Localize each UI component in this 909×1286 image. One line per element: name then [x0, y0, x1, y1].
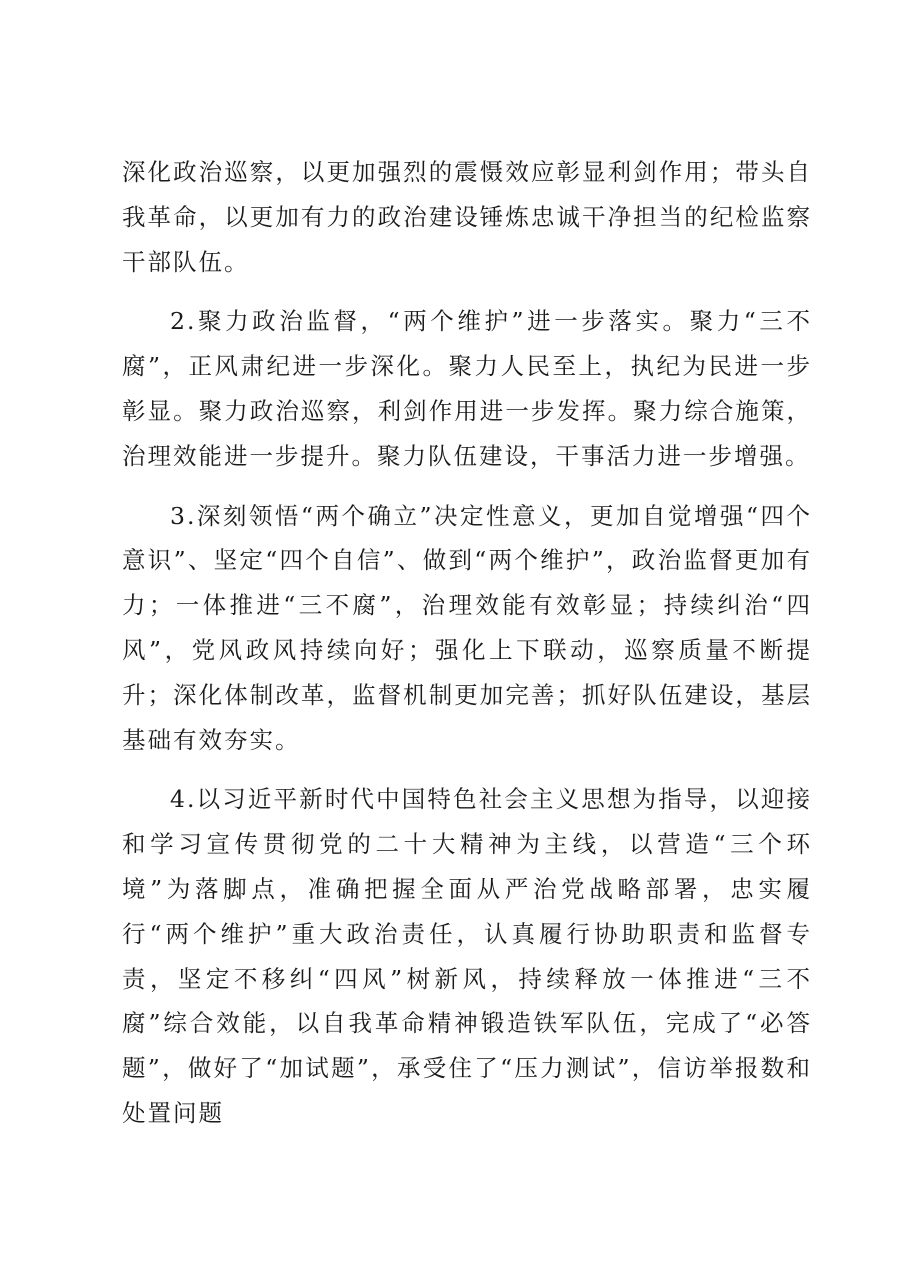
paragraph-item-3: 3.深刻领悟“两个确立”决定性意义，更加自觉增强“四个意识”、坚定“四个自信”、做到“两个维护”，政治监督更加有力；一体推进“三不腐”，治理效能有效彰显；持续纠治“四风”，党风政风持续向好；强化上下联动，巡察质量不断提升；深化体制改革，监督机制更加完善；抓好队伍建设，基层基础有效夯实。 [122, 501, 812, 754]
document-page [122, 150, 812, 1151]
paragraph-continuation: 深化政治巡察，以更加强烈的震慑效应彰显利剑作用；带头自我革命，以更加有力的政治建设锤炼忠诚干净担当的纪检监察干部队伍。 [122, 158, 812, 276]
paragraph-item-2: 2.聚力政治监督，“两个维护”进一步落实。聚力“三不腐”，正风肃纪进一步深化。聚力人民至上，执纪为民进一步彰显。聚力政治巡察，利剑作用进一步发挥。聚力综合施策，治理效能进一步提升。聚力队伍建设，干事活力进一步增强。 [122, 307, 812, 470]
paragraph-item-4: 4.以习近平新时代中国特色社会主义思想为指导，以迎接和学习宣传贯彻党的二十大精神为主线，以营造“三个环境”为落脚点，准确把握全面从严治党战略部署，忠实履行“两个维护”重大政治责任，认真履行协助职责和监督专责，坚定不移纠“四风”树新风，持续释放一体推进“三不腐”综合效能，以自我革命精神锻造铁军队伍，完成了“必答题”，做好了“加试题”，承受住了“压力测试”，信访举报数和处置问题 [122, 785, 812, 1127]
